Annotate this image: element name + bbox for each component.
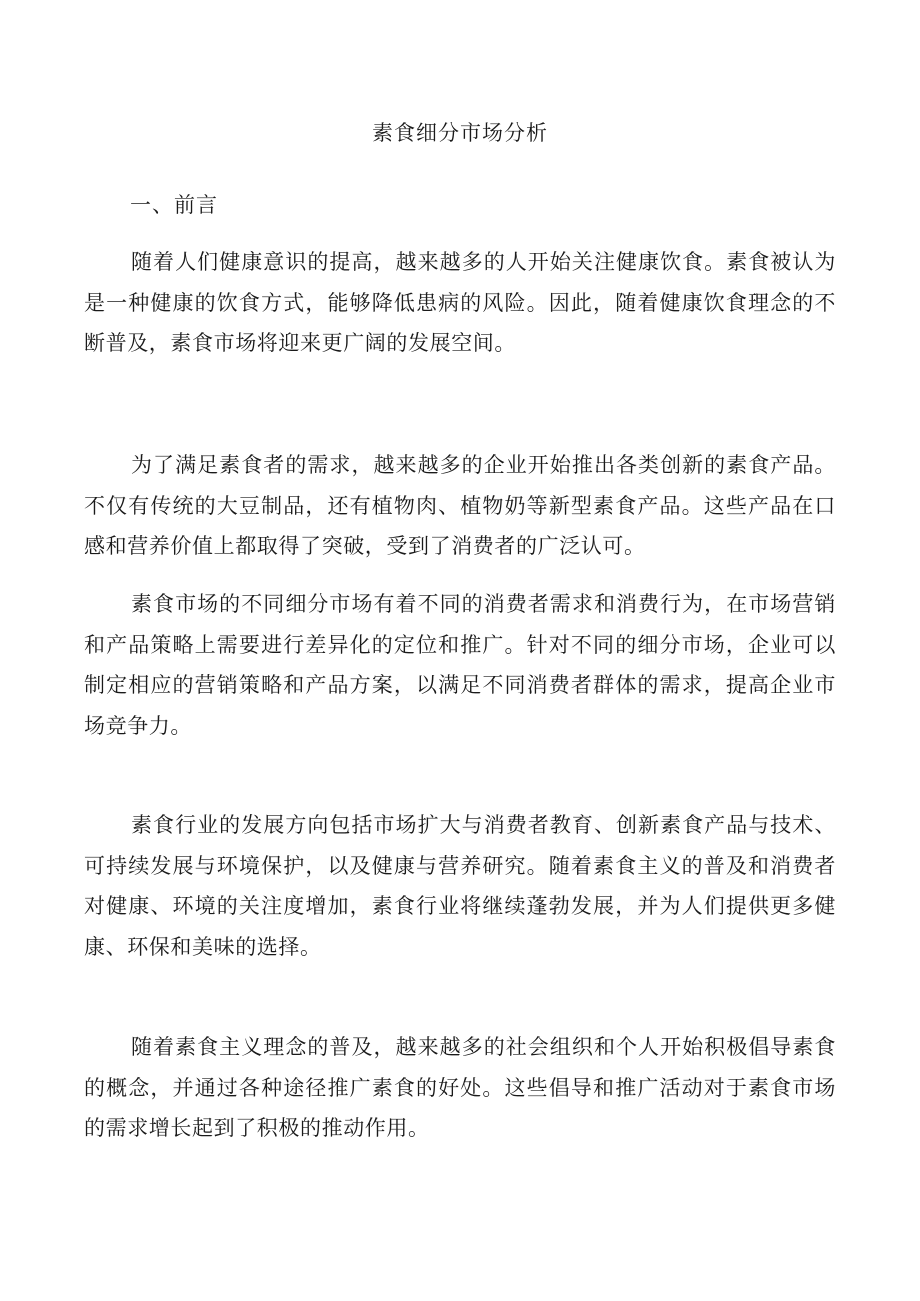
paragraph-2: 为了满足素食者的需求，越来越多的企业开始推出各类创新的素食产品。不仅有传统的大豆制品，还有植物肉、植物奶等新型素食产品。这些产品在口感和营养价值上都取得了突破，受到了消费者的广泛认可。 xyxy=(84,453,836,558)
paragraph-3: 素食市场的不同细分市场有着不同的消费者需求和消费行为，在市场营销和产品策略上需要进行差异化的定位和推广。针对不同的细分市场，企业可以制定相应的营销策略和产品方案，以满足不同消费者群体的需求，提高企业市场竞争力。 xyxy=(84,592,836,738)
paragraph-5: 随着素食主义理念的普及，越来越多的社会组织和个人开始积极倡导素食的概念，并通过各种途径推广素食的好处。这些倡导和推广活动对于素食市场的需求增长起到了积极的推动作用。 xyxy=(84,1035,836,1140)
paragraph-4: 素食行业的发展方向包括市场扩大与消费者教育、创新素食产品与技术、可持续发展与环境保护，以及健康与营养研究。随着素食主义的普及和消费者对健康、环境的关注度增加，素食行业将继续蓬勃发展，并为人们提供更多健康、环保和美味的选择。 xyxy=(84,813,836,959)
paragraph-1: 随着人们健康意识的提高，越来越多的人开始关注健康饮食。素食被认为是一种健康的饮食方式，能够降低患病的风险。因此，随着健康饮食理念的不断普及，素食市场将迎来更广阔的发展空间。 xyxy=(84,250,836,355)
section-heading: 一、前言 xyxy=(130,193,218,217)
document-title: 素食细分市场分析 xyxy=(372,121,548,145)
